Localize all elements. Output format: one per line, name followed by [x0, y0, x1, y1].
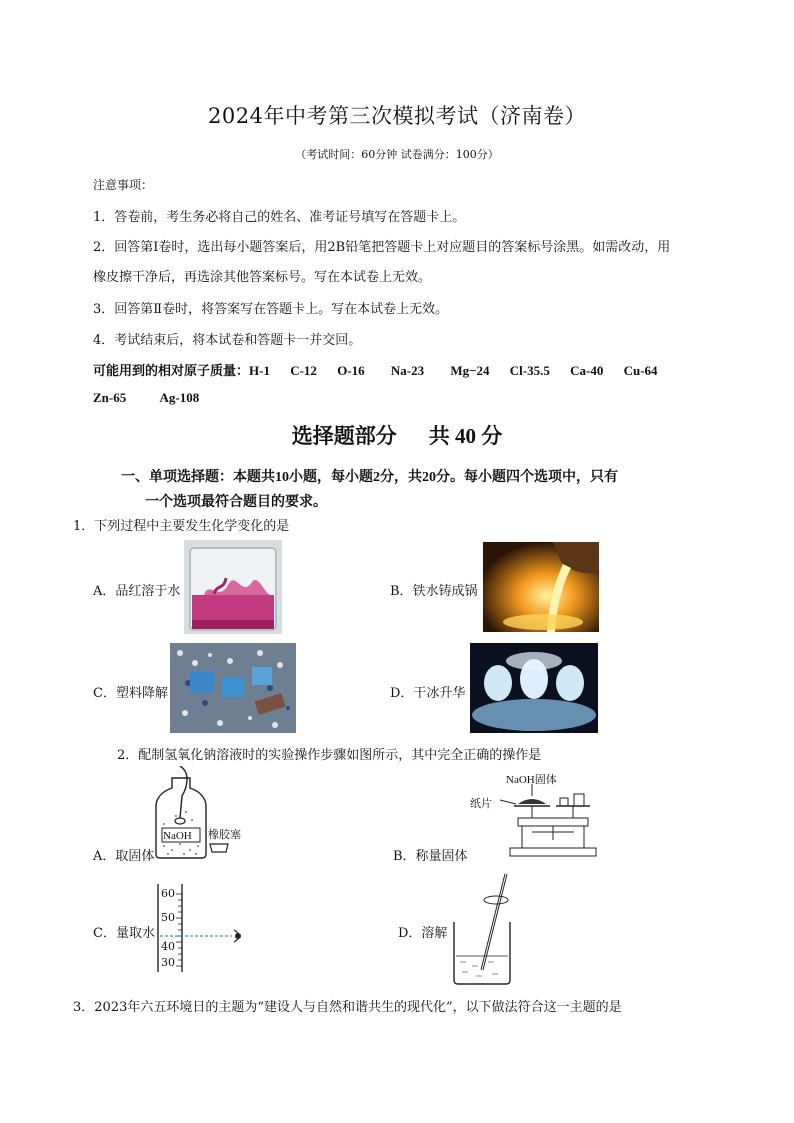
cylinder-tick: 30 — [161, 956, 175, 969]
exam-title: 2024年中考第三次模拟考试（济南卷） — [208, 104, 586, 128]
stopper-label: 橡胶塞 — [208, 828, 241, 841]
atomic-mass: Zn-65 — [93, 390, 127, 405]
atomic-mass: C-12 — [290, 363, 317, 378]
cylinder-tick: 40 — [161, 940, 175, 953]
reagent-bottle-diagram — [150, 766, 250, 866]
atomic-mass: O-16 — [337, 363, 365, 378]
beaker-stirring-diagram — [448, 872, 520, 988]
notice-item-4: 4．考试结束后，将本试卷和答题卡一并交回。 — [93, 333, 362, 348]
atomic-mass-label: 可能用到的相对原子质量： — [93, 363, 250, 378]
q2-option-a[interactable]: A．取固体 — [93, 849, 155, 864]
atomic-mass-line-2 — [93, 390, 199, 406]
atomic-mass: H-1 — [249, 363, 270, 378]
naoh-solid-label: NaOH固体 — [506, 774, 557, 786]
section-title — [0, 420, 794, 450]
bottle-label: NaOH — [163, 830, 192, 842]
atomic-mass: Mg−24 — [450, 363, 490, 378]
notice-item-2-cont: 橡皮擦干净后，再选涂其他答案标号。写在本试卷上无效。 — [93, 270, 432, 285]
q2-option-c[interactable]: C．量取水 — [93, 926, 155, 941]
q2-option-d[interactable]: D．溶解 — [398, 926, 448, 941]
question-1-stem: 1．下列过程中主要发生化学变化的是 — [73, 519, 290, 534]
atomic-mass: Cu-64 — [623, 363, 658, 378]
paper-label: 纸片 — [470, 797, 492, 810]
q1-option-a[interactable]: A．品红溶于水 — [93, 584, 181, 599]
q1-option-c[interactable]: C．塑料降解 — [93, 686, 168, 701]
atomic-mass: Cl-35.5 — [509, 363, 550, 378]
notice-item-3: 3．回答第Ⅱ卷时，将答案写在答题卡上。写在本试卷上无效。 — [93, 302, 449, 317]
q2-option-b[interactable]: B．称量固体 — [393, 849, 468, 864]
section-name: 选择题部分 — [291, 424, 397, 448]
notice-item-2: 2．回答第Ⅰ卷时，选出每小题答案后，用2B铅笔把答题卡上对应题目的答案标号涂黑。如需改动，用 — [93, 240, 671, 255]
cylinder-tick: 50 — [161, 911, 175, 924]
question-3-stem: 3．2023年六五环境日的主题为“建设人与自然和谐共生的现代化”，以下做法符合这一主题的是 — [73, 1000, 622, 1015]
q1-option-b[interactable]: B．铁水铸成锅 — [390, 584, 478, 599]
atomic-mass: Ag-108 — [159, 390, 200, 405]
atomic-mass: Ca-40 — [570, 363, 604, 378]
dry-ice-image — [470, 643, 598, 733]
notice-heading: 注意事项： — [93, 178, 154, 192]
question-2-stem: 2．配制氢氧化钠溶液时的实验操作步骤如图所示，其中完全正确的操作是 — [117, 748, 542, 763]
graduated-cylinder-diagram — [152, 884, 252, 976]
notice-item-1: 1．答卷前，考生务必将自己的姓名、准考证号填写在答题卡上。 — [93, 210, 466, 225]
part-instruction-2: 一个选项最符合题目的要求。 — [145, 495, 327, 510]
molten-iron-image — [483, 542, 599, 632]
plastic-pellets-image — [170, 643, 296, 733]
atomic-mass-line-1 — [93, 360, 658, 379]
q1-option-d[interactable]: D．干冰升华 — [390, 686, 466, 701]
cylinder-tick: 60 — [161, 887, 175, 900]
part-instruction-1: 一、单项选择题：本题共10小题，每小题2分，共20分。每小题四个选项中，只有 — [121, 470, 618, 485]
beaker-magenta-image — [184, 540, 282, 634]
exam-subtitle: （考试时间：60分钟 试卷满分：100分） — [295, 148, 499, 161]
section-score: 共 40 分 — [428, 424, 503, 448]
balance-diagram — [470, 768, 600, 860]
atomic-mass: Na-23 — [390, 363, 425, 378]
